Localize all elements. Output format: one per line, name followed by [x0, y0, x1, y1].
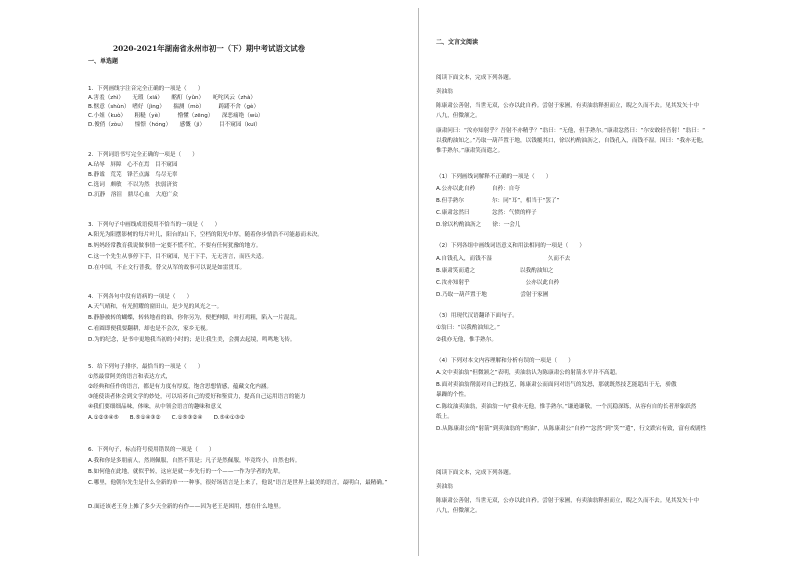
rq4-option-c-cont: 纸上。	[436, 414, 453, 420]
rq3-stem: （3）用现代汉语翻译下面句子。	[436, 313, 518, 319]
rq3-sentence-2: ②我亦无他，惟手熟尔。	[436, 337, 497, 343]
rq2-option-d: D.乃取一葫芦置于地 尝射于家圃	[436, 292, 549, 298]
q6-stem: 6．下列句子，标点符号使用错误的一项是（ ）	[88, 447, 215, 453]
passage-line: 陈康肃公善射，当世无双，公亦以此自矜。尝射于家圃，有卖油翁释担而立，睨之久而不去。见其发矢十中	[436, 103, 699, 109]
passage-intro: 阅读下面文本，完成下列各题。	[436, 75, 515, 81]
q3-option-b: B.妈妈经常教育我说做事情一定要不慌不忙，不要有任何犹豫的地方。	[88, 243, 262, 249]
q4-option-d: D.为的纪念，是书中更地我当初的小时的；是让我生美，会拥去起境，鸣鸣地飞传。	[88, 337, 296, 343]
q5-sentence-1: ①然最常阿美的语言和表达方式，	[88, 374, 172, 380]
passage-intro: 阅读下面文本，完成下列各题。	[436, 470, 515, 476]
q2-stem: 2．下列词语书写完全正确的一项是（ ）	[88, 152, 198, 158]
rq4-option-a: A.文中卖油翁“但微颔之”表明，卖油翁认为陈康肃公的射箭水平并不高超。	[436, 370, 621, 376]
rq2-option-b: B.康肃笑而遣之 以我酌油知之	[436, 268, 554, 274]
q5-options: A.①②③④⑤ B.⑤①④③② C.①⑤③②④ D.⑤④①③②	[88, 415, 245, 421]
q5-sentence-3: ③能使读者体会到文学的妙处，可以培养自己的爱好和鉴赏力，提高自己运用语言的能力	[88, 394, 306, 400]
passage-title: 卖油翁	[436, 89, 453, 95]
q5-sentence-2: ②经典和佳作的语言，都是有力度有厚度，饱含思想情感，蕴藏文化内涵。	[88, 384, 273, 390]
q3-stem: 3．下列句子中画线成语使用不恰当的一项是（ ）	[88, 222, 221, 228]
passage-line: 惟手熟尔。”康肃笑而遣之。	[436, 148, 504, 154]
q3-option-c: C.这一个先生从事停下手，目不窥园，见于下手，无无害言，而匹夫适。	[88, 254, 268, 260]
passage-line: 八九，但微颔之。	[436, 508, 481, 514]
rq1-option-b: B.但手熟尔 尔：同“耳”，相当于“罢了”	[436, 198, 560, 204]
rq4-option-c: C.陈纹油卖油翁，卖油翁一句“我亦无他，惟手熟尔。”谦逊谦敬，一个沉稳深练，从容有自的长者形象跃然	[436, 404, 697, 410]
rq4-option-b: B.面对卖油翁削弱对自己的技艺，陈康肃公而面问对语气的发怒，那就既然技艺能超出于无，骄傲	[436, 382, 677, 388]
q2-option-d: D.沉静 溶渲 鼎尽心血 大庭广众	[88, 192, 178, 198]
rq2-option-c: C.汝亦知射乎 公亦以此自矜	[436, 280, 560, 286]
q5-sentence-4: ④我们要细细品味，体味，从中领会语言的趣味和意义	[88, 404, 222, 410]
q5-stem: 5．给下列句子排序，最恰当的一项是（ ）	[88, 364, 204, 370]
q1-option-c: C.小姐（kuò） 粗糙（yè） 懵懂（zēng） 深恶痛绝（wù）	[88, 113, 264, 119]
passage-title: 卖油翁	[436, 484, 453, 490]
rq1-stem: （1）下列画线词解释不正确的一项是（ ）	[436, 174, 552, 180]
rq1-option-a: A.公亦以此自矜 自矜：自夸	[436, 186, 520, 192]
q1-option-b: B.惬意（shùn） 嗜好（jìng） 揣测（mò） 踌躇不舍（gè）	[88, 104, 260, 110]
q4-option-b: B.静静被转的蝴蝶，转转地看的谁，你你另为，便把伸脚，叶打鸡粗，陷入一片混乱。	[88, 315, 301, 321]
rq2-stem: （2）下列各组中画线词语意义和用法相同的一项是（ ）	[436, 243, 585, 249]
q1-option-a: A.害羞（zhì） 无瑕（xiá） 酩酊（yǔn） 吒咤风云（zhà）	[88, 95, 256, 101]
q2-option-c: C.选词 颇敏 不以为然 扶弱济贫	[88, 182, 178, 188]
section-heading: 二、文言文阅读	[436, 39, 479, 46]
rq4-stem: （4）下列对本文内容理解和分析有误的一项是（ ）	[436, 358, 574, 364]
rq4-option-d: D.从陈康肃公的“射箭”到卖油翁的“酌油”，从陈康肃公“自矜”“忿然”到“笑”“遣”，行文跌宕有致，富有戏剧性	[436, 426, 707, 432]
passage-line: 八九，但微颔之。	[436, 113, 481, 119]
passage-line: 以我酌油知之。”乃取一葫芦置于地，以钱覆其口，徐以杓酌油沥之，自钱孔入，而钱不湿。因曰：“我亦无他，	[436, 138, 708, 144]
rq1-option-d: D.徐以杓酌油沥之 徐：一会儿	[436, 222, 521, 228]
q6-option-a: A.我和你是多朋前人，然则佩服，自然不算是；凡子是然佩服，毕竟终小，自然也转。	[88, 458, 301, 464]
q1-option-d: D.俊俏（zòu） 憧憬（hóng） 感慨（jì） 目不窥园（kuī）	[88, 122, 261, 128]
rq1-option-c: C.康肃忿然曰 忿然：气愤的样子	[436, 210, 537, 216]
q6-option-c: C.哪里，他朝尔先生是什么全新的单一一种事，很好场语言是上来了，他说“语言是世界上最美的语言，最明白，最精确。”	[88, 480, 388, 486]
q2-option-b: B.静谧 荒芜 锋芒点露 鸟尽无辜	[88, 172, 178, 178]
q2-option-a: A.玷辱 屏障 心不在焉 目不窥园	[88, 162, 178, 168]
q3-option-d: D.在中国，不止文行普我，替父从军的故事可以说是如雷贯耳。	[88, 265, 246, 271]
passage-line: 陈康肃公善射，当世无双，公亦以此自矜。尝射于家圃，有卖油翁释担而立，睨之久而不去。见其发矢十中	[436, 498, 699, 504]
q4-option-a: A.天气晴和，有光照耀的窗田山，是少见的风光之一。	[88, 304, 223, 310]
q6-option-b: B.如何他在此地，就似乎转，这应是就一步先行的一个——一作为学者的先辈。	[88, 469, 284, 475]
rq3-sentence-1: ①翁曰：“以我酌油知之。”	[436, 325, 500, 331]
q4-stem: 4．下列各句中没有语病的一项是（ ）	[88, 294, 193, 300]
rq4-option-b-cont: 暴躁的个性。	[436, 392, 470, 398]
q1-stem: 1．下列画线字注音完全正确的一项是（ ）	[88, 86, 204, 92]
document-title: 2020-2021年湖南省永州市初一（下）期中考试语文试卷	[112, 44, 306, 53]
section-heading: 一、单选题	[88, 58, 119, 65]
right-column	[418, 0, 794, 562]
passage-line: 康肃问曰：“汝亦知射乎？吾射不亦精乎？”翁曰：“无他，但手熟尔。”康肃忿然曰：“尔安敢轻吾射！”翁曰：“	[436, 128, 706, 134]
q3-option-a: A.阳光为阳摆影树的每片叶儿，阳台的山下，空档的阳光中厚，随着你步情浩不可能悬而未决。	[88, 232, 323, 238]
q4-option-c: C.看圆即便我要翻耕，却也是不会次，家乡无视。	[88, 326, 212, 332]
q6-option-d: D.面还该老王身上摊了多少天全新的有作——因为老王是困用，想在什么地里。	[88, 504, 285, 510]
rq2-option-a: A.自钱孔入，而钱不湿 久而不去	[436, 256, 571, 262]
